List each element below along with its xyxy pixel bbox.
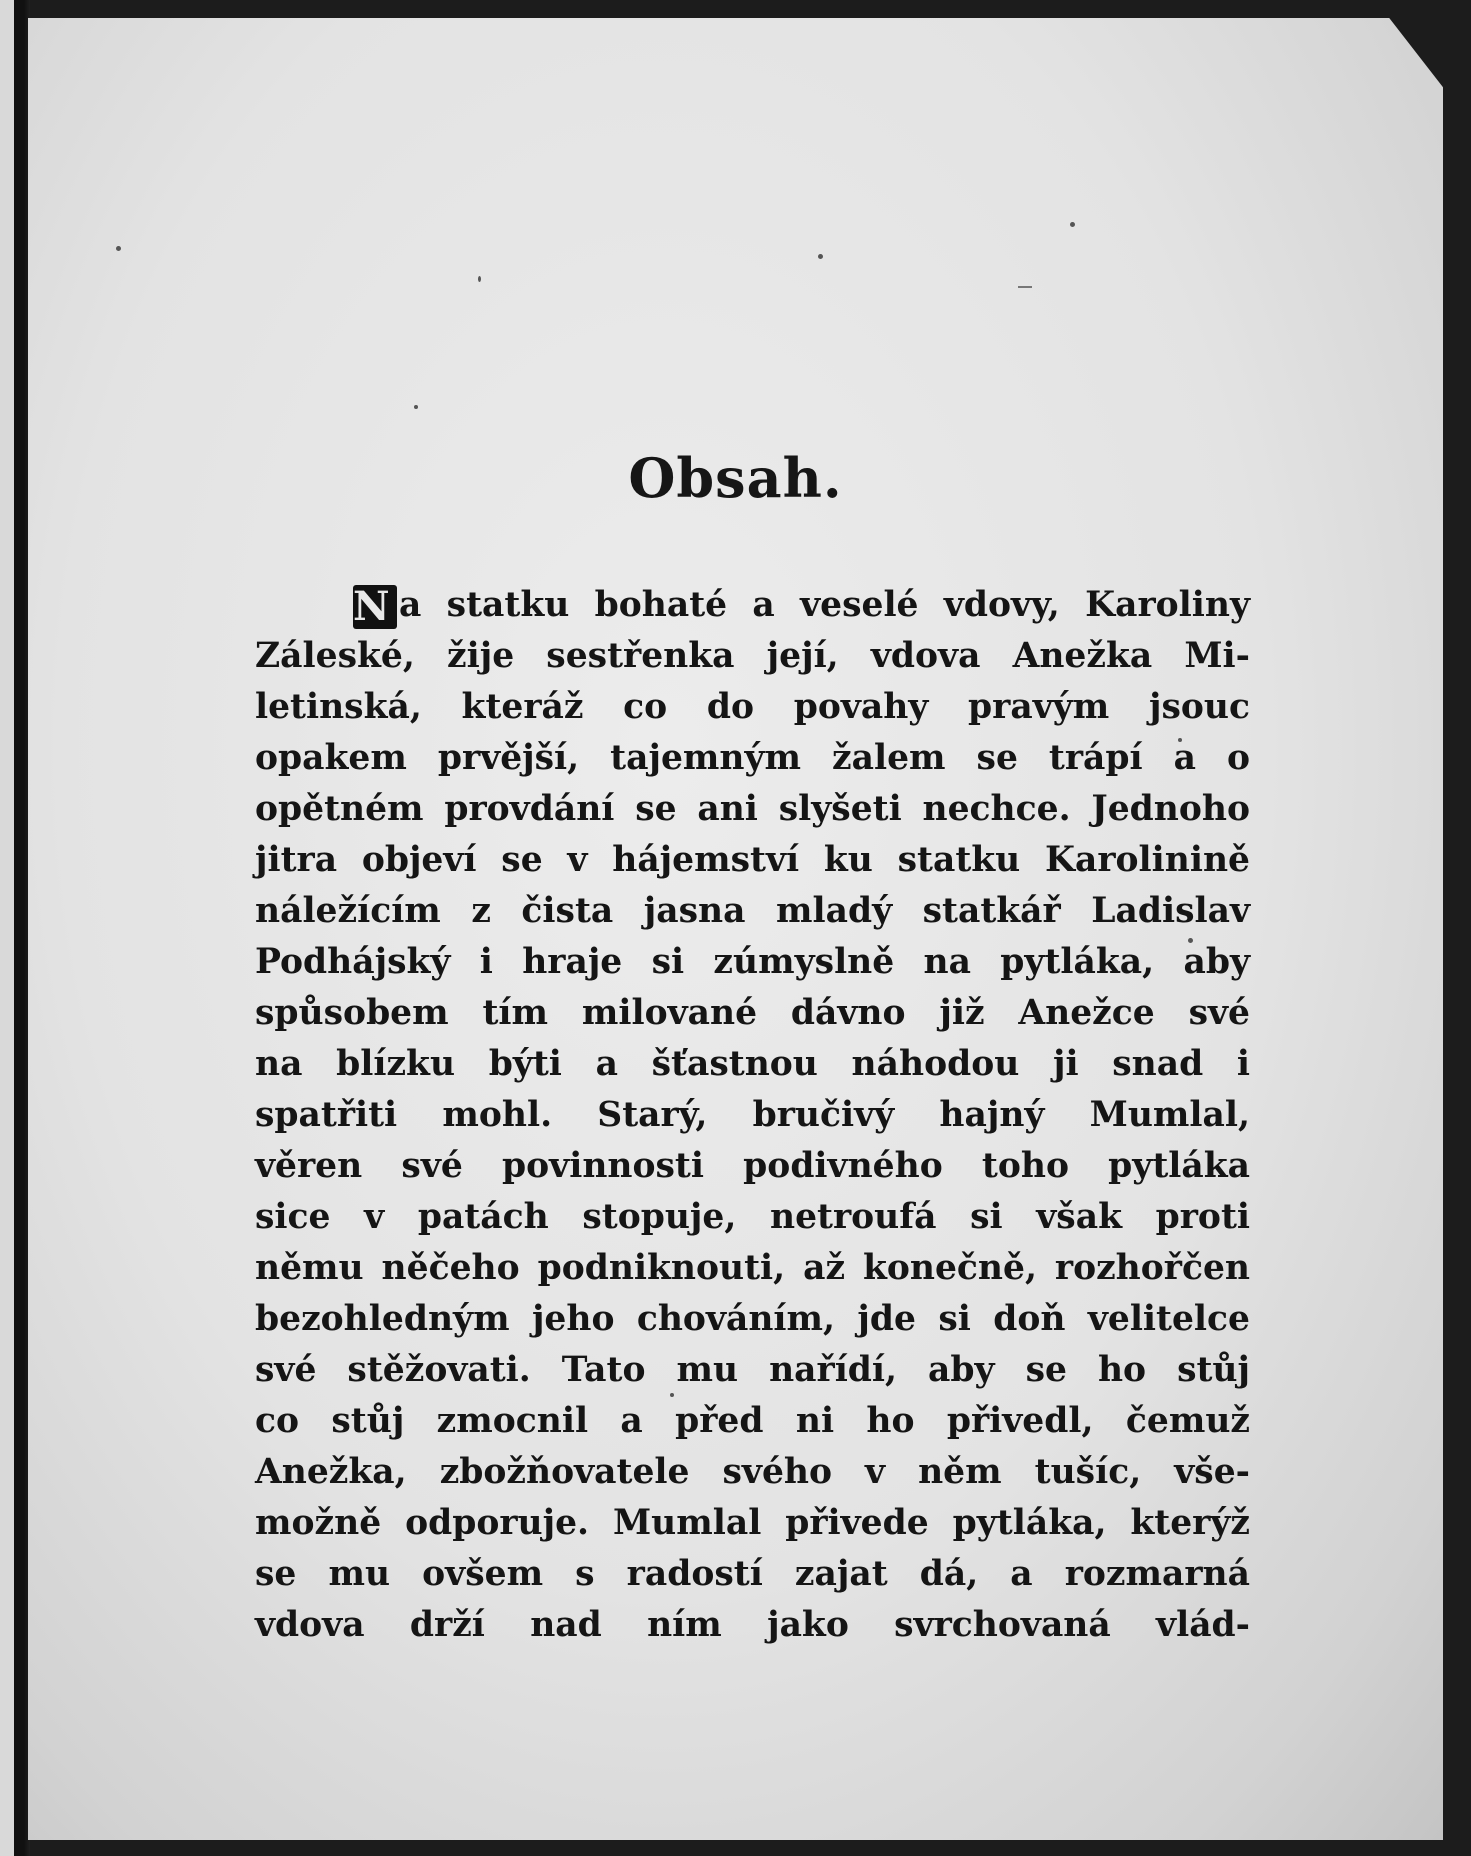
- text-line: Podhájský i hraje si zúmyslně na pytláka, aby: [255, 942, 1250, 982]
- text-line: bezohledným jeho chováním, jde si doň velitelce: [255, 1299, 1250, 1339]
- text-line: možně odporuje. Mumlal přivede pytláka, kterýž: [255, 1503, 1250, 1543]
- book-spine-edge: [0, 0, 30, 1856]
- text-line: věren své povinnosti podivného toho pytláka: [255, 1146, 1250, 1186]
- text-line: spůsobem tím milované dávno již Anežce své: [255, 993, 1250, 1033]
- text-line: němu něčeho podniknouti, až konečně, rozhořčen: [255, 1248, 1250, 1288]
- print-speck: [818, 254, 823, 259]
- text-line: Záleské, žije sestřenka její, vdova Anežka Mi-: [255, 636, 1250, 676]
- drop-cap: N: [353, 585, 397, 629]
- text-line: své stěžovati. Tato mu nařídí, aby se ho stůj: [255, 1350, 1250, 1390]
- text-line: Anežka, zbožňovatele svého v něm tušíc, vše-: [255, 1452, 1250, 1492]
- print-speck: [414, 405, 418, 409]
- print-speck: [1018, 286, 1032, 288]
- text-line: sice v patách stopuje, netroufá si však proti: [255, 1197, 1250, 1237]
- text-line: spatřiti mohl. Starý, bručivý hajný Mumlal,: [255, 1095, 1250, 1135]
- text-line: se mu ovšem s radostí zajat dá, a rozmarná: [255, 1554, 1250, 1594]
- text-line: opětném provdání se ani slyšeti nechce. Jednoho: [255, 789, 1250, 829]
- text-line: co stůj zmocnil a před ni ho přivedl, čemuž: [255, 1401, 1250, 1441]
- text-line: vdova drží nad ním jako svrchovaná vlád-: [255, 1605, 1250, 1645]
- text-line: [255, 580, 1250, 631]
- print-speck: [116, 246, 121, 251]
- synopsis-paragraph: [255, 580, 1250, 1651]
- text-line: náležícím z čista jasna mladý statkář Ladislav: [255, 891, 1250, 931]
- first-line-text: a statku bohaté a veselé vdovy, Karoliny: [399, 585, 1250, 625]
- text-line: jitra objeví se v hájemství ku statku Karolinině: [255, 840, 1250, 880]
- page-title: Obsah.: [628, 446, 843, 510]
- text-line: na blízku býti a šťastnou náhodou ji snad i: [255, 1044, 1250, 1084]
- print-speck: [1070, 222, 1075, 227]
- text-line: letinská, kteráž co do povahy pravým jsouc: [255, 687, 1250, 727]
- text-line: opakem prvější, tajemným žalem se trápí a o: [255, 738, 1250, 778]
- print-speck: [478, 276, 481, 282]
